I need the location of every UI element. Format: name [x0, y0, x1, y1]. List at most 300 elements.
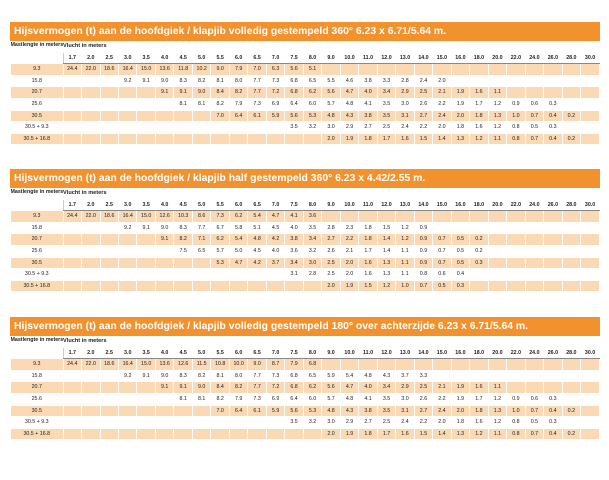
capacity-cell: [63, 393, 81, 405]
reach-header: 26.0: [544, 199, 562, 211]
capacity-cell: 0.2: [470, 245, 488, 257]
capacity-cell: [340, 359, 358, 371]
capacity-cell: 0.4: [544, 428, 562, 440]
capacity-cell: 8.1: [211, 370, 229, 382]
capacity-cell: 7.5: [174, 245, 192, 257]
capacity-cell: 2.0: [433, 417, 451, 429]
capacity-cell: 6.5: [303, 75, 321, 87]
capacity-cell: 4.1: [285, 211, 303, 223]
capacity-cell: 2.7: [414, 405, 432, 417]
capacity-cell: [63, 234, 81, 246]
capacity-cell: 0.4: [544, 110, 562, 122]
capacity-cell: 1.5: [359, 280, 377, 292]
capacity-cell: [581, 245, 600, 257]
capacity-cell: 6.5: [303, 370, 321, 382]
capacity-cell: 2.7: [414, 110, 432, 122]
capacity-cell: 3.1: [396, 405, 414, 417]
reach-header: 1.7: [63, 199, 81, 211]
capacity-cell: 7.9: [285, 359, 303, 371]
capacity-cell: 2.5: [377, 417, 395, 429]
reach-header: 5.0: [192, 347, 210, 359]
capacity-cell: 9.1: [155, 234, 173, 246]
capacity-cell: 12.6: [155, 211, 173, 223]
reach-header: 9.0: [322, 52, 340, 64]
capacity-cell: 1.2: [396, 222, 414, 234]
reach-header: 13.0: [396, 347, 414, 359]
capacity-cell: 6.8: [303, 359, 321, 371]
table-row: [11, 98, 600, 110]
capacity-cell: [100, 280, 118, 292]
capacity-cell: 15.0: [137, 359, 155, 371]
capacity-cell: 6.4: [229, 405, 247, 417]
table-row: [11, 417, 600, 429]
capacity-cell: 4.8: [340, 98, 358, 110]
reach-header: 18.0: [470, 347, 488, 359]
capacity-cell: [562, 417, 580, 429]
capacity-cell: 6.8: [285, 370, 303, 382]
capacity-cell: [100, 405, 118, 417]
capacity-cell: 0.8: [507, 122, 525, 134]
capacity-cell: [137, 133, 155, 145]
capacity-cell: [137, 110, 155, 122]
capacity-cell: 5.1: [248, 222, 266, 234]
reach-header: 26.0: [544, 52, 562, 64]
capacity-cell: 7.3: [211, 211, 229, 223]
capacity-cell: [562, 98, 580, 110]
reach-header: 9.0: [322, 347, 340, 359]
capacity-cell: 5.7: [322, 98, 340, 110]
capacity-cell: 2.7: [322, 234, 340, 246]
capacity-cell: 1.8: [359, 222, 377, 234]
capacity-cell: 1.9: [340, 133, 358, 145]
capacity-cell: 1.6: [396, 428, 414, 440]
capacity-cell: 0.8: [507, 417, 525, 429]
capacity-cell: [82, 269, 100, 281]
capacity-cell: 9.2: [118, 75, 136, 87]
capacity-cell: 2.6: [414, 98, 432, 110]
reach-header: 24.0: [525, 199, 543, 211]
capacity-cell: 3.5: [377, 98, 395, 110]
capacity-cell: 6.1: [248, 405, 266, 417]
capacity-cell: [118, 98, 136, 110]
capacity-cell: 3.1: [285, 269, 303, 281]
capacity-cell: 0.6: [433, 269, 451, 281]
capacity-cell: [248, 280, 266, 292]
unit-header: Vlucht in meters: [63, 338, 107, 344]
capacity-cell: 2.0: [322, 428, 340, 440]
capacity-cell: 2.1: [433, 87, 451, 99]
mast-length: 30.5 + 9.3: [11, 122, 64, 134]
capacity-cell: 2.4: [396, 417, 414, 429]
reach-header: 7.0: [266, 52, 284, 64]
capacity-cell: [155, 417, 173, 429]
mast-length: 30.5 + 16.8: [11, 280, 64, 292]
capacity-cell: [100, 234, 118, 246]
table-section-3: [10, 317, 600, 440]
capacity-cell: [118, 133, 136, 145]
capacity-cell: [100, 133, 118, 145]
capacity-cell: [192, 257, 210, 269]
header-row: [11, 41, 600, 52]
capacity-cell: [488, 280, 506, 292]
capacity-cell: 0.5: [433, 280, 451, 292]
capacity-cell: 1.1: [488, 382, 506, 394]
mast-length: 15.8: [11, 222, 64, 234]
capacity-cell: 6.0: [303, 393, 321, 405]
capacity-cell: [544, 75, 562, 87]
capacity-cell: 1.6: [359, 269, 377, 281]
capacity-cell: [63, 370, 81, 382]
capacity-cell: [229, 280, 247, 292]
table-row: [11, 75, 600, 87]
capacity-cell: 1.9: [451, 98, 469, 110]
capacity-cell: [581, 269, 600, 281]
capacity-cell: 0.9: [414, 245, 432, 257]
capacity-cell: 4.8: [359, 370, 377, 382]
mast-length: 30.5: [11, 257, 64, 269]
capacity-cell: [155, 98, 173, 110]
reach-header: 14.0: [414, 199, 432, 211]
capacity-cell: 1.6: [396, 133, 414, 145]
reach-header: 13.0: [396, 199, 414, 211]
capacity-cell: [562, 359, 580, 371]
mast-length: 25.6: [11, 98, 64, 110]
capacity-cell: 3.0: [303, 257, 321, 269]
reach-header: 11.0: [359, 347, 377, 359]
capacity-cell: 0.9: [414, 234, 432, 246]
capacity-cell: 5.3: [303, 110, 321, 122]
capacity-cell: 0.7: [433, 234, 451, 246]
capacity-cell: 1.8: [470, 110, 488, 122]
capacity-cell: 4.7: [266, 211, 284, 223]
capacity-cell: [451, 211, 469, 223]
capacity-cell: [118, 382, 136, 394]
capacity-cell: 3.5: [377, 393, 395, 405]
capacity-cell: 2.0: [340, 269, 358, 281]
capacity-cell: 7.3: [248, 393, 266, 405]
capacity-cell: [544, 234, 562, 246]
capacity-cell: [470, 370, 488, 382]
capacity-cell: 1.1: [396, 257, 414, 269]
capacity-cell: [82, 234, 100, 246]
table-row: [11, 405, 600, 417]
row-header: Mastlengte in meters: [10, 42, 64, 48]
capacity-cell: [488, 234, 506, 246]
reach-header: 10.0: [340, 347, 358, 359]
capacity-cell: [285, 280, 303, 292]
capacity-cell: 2.7: [359, 417, 377, 429]
reach-header: 20.0: [488, 199, 506, 211]
reach-header: 5.5: [211, 199, 229, 211]
capacity-cell: 8.0: [229, 370, 247, 382]
capacity-cell: [581, 234, 600, 246]
capacity-cell: 6.2: [303, 382, 321, 394]
reach-header: 15.0: [433, 199, 451, 211]
capacity-cell: [525, 211, 543, 223]
capacity-cell: [100, 75, 118, 87]
capacity-table: [10, 41, 600, 145]
reach-header-row: [11, 199, 600, 211]
capacity-cell: [451, 75, 469, 87]
capacity-cell: [137, 280, 155, 292]
capacity-cell: [414, 359, 432, 371]
capacity-cell: [470, 211, 488, 223]
capacity-cell: [414, 64, 432, 76]
capacity-cell: [155, 428, 173, 440]
capacity-cell: 9.1: [174, 87, 192, 99]
capacity-cell: 0.8: [507, 428, 525, 440]
reach-header: 6.0: [229, 52, 247, 64]
capacity-cell: [470, 222, 488, 234]
capacity-cell: 6.8: [285, 75, 303, 87]
reach-header: 16.0: [451, 347, 469, 359]
table-title: Hijsvermogen (t) aan de hoofdgiek / klapjib volledig gestempeld 180° over achterzijde 6.23 x 6.71/5.64 m.: [10, 317, 600, 336]
capacity-cell: 7.7: [192, 222, 210, 234]
reach-header: 10.0: [340, 52, 358, 64]
capacity-cell: [544, 382, 562, 394]
capacity-cell: 1.2: [470, 428, 488, 440]
reach-header: 11.0: [359, 199, 377, 211]
capacity-cell: [229, 269, 247, 281]
capacity-cell: 10.2: [192, 64, 210, 76]
reach-header: 4.5: [174, 52, 192, 64]
mast-length: 30.5: [11, 405, 64, 417]
capacity-cell: [544, 87, 562, 99]
capacity-cell: [581, 87, 600, 99]
capacity-cell: [562, 211, 580, 223]
capacity-cell: 3.4: [377, 87, 395, 99]
capacity-cell: [155, 110, 173, 122]
capacity-cell: [544, 269, 562, 281]
capacity-cell: 3.5: [285, 417, 303, 429]
capacity-cell: 1.9: [451, 382, 469, 394]
capacity-cell: 0.5: [451, 234, 469, 246]
capacity-cell: [544, 245, 562, 257]
capacity-cell: 8.2: [211, 98, 229, 110]
reach-header: 5.5: [211, 52, 229, 64]
capacity-cell: [174, 417, 192, 429]
capacity-cell: [82, 75, 100, 87]
capacity-cell: 0.2: [562, 428, 580, 440]
capacity-cell: [266, 417, 284, 429]
capacity-cell: 6.7: [211, 222, 229, 234]
capacity-cell: [82, 245, 100, 257]
capacity-cell: 3.4: [377, 382, 395, 394]
capacity-cell: [507, 269, 525, 281]
capacity-cell: 4.7: [340, 87, 358, 99]
capacity-cell: [377, 211, 395, 223]
capacity-cell: 1.3: [377, 257, 395, 269]
capacity-cell: [359, 64, 377, 76]
capacity-cell: [118, 269, 136, 281]
capacity-cell: [488, 269, 506, 281]
capacity-cell: 5.6: [322, 382, 340, 394]
capacity-cell: 1.1: [488, 87, 506, 99]
capacity-cell: [118, 428, 136, 440]
capacity-cell: [507, 222, 525, 234]
capacity-cell: 18.6: [100, 64, 118, 76]
capacity-cell: [544, 359, 562, 371]
reach-header: 18.0: [470, 52, 488, 64]
capacity-cell: [396, 211, 414, 223]
capacity-cell: 2.8: [303, 269, 321, 281]
capacity-cell: [488, 222, 506, 234]
capacity-cell: [581, 405, 600, 417]
reach-header: 1.7: [63, 52, 81, 64]
capacity-cell: 3.2: [303, 417, 321, 429]
capacity-cell: [544, 222, 562, 234]
capacity-cell: [63, 405, 81, 417]
capacity-cell: 0.7: [525, 428, 543, 440]
capacity-cell: [507, 211, 525, 223]
capacity-cell: [100, 110, 118, 122]
capacity-cell: [82, 98, 100, 110]
capacity-cell: [581, 370, 600, 382]
capacity-cell: 2.6: [414, 393, 432, 405]
capacity-cell: [507, 257, 525, 269]
reach-header: 12.0: [377, 52, 395, 64]
capacity-cell: 2.7: [359, 122, 377, 134]
capacity-cell: [100, 257, 118, 269]
capacity-cell: 9.1: [155, 382, 173, 394]
capacity-cell: [266, 133, 284, 145]
capacity-cell: 7.0: [211, 405, 229, 417]
capacity-cell: 8.0: [229, 75, 247, 87]
capacity-cell: [155, 280, 173, 292]
capacity-cell: [82, 428, 100, 440]
capacity-cell: 0.7: [525, 133, 543, 145]
capacity-cell: [525, 75, 543, 87]
capacity-cell: 9.1: [155, 87, 173, 99]
capacity-cell: 3.5: [285, 122, 303, 134]
capacity-cell: [581, 64, 600, 76]
capacity-cell: 0.9: [507, 393, 525, 405]
capacity-cell: [525, 87, 543, 99]
capacity-cell: 8.7: [266, 359, 284, 371]
capacity-cell: [192, 417, 210, 429]
reach-header: 22.0: [507, 52, 525, 64]
capacity-cell: 6.2: [211, 234, 229, 246]
capacity-cell: [581, 359, 600, 371]
reach-header: 24.0: [525, 347, 543, 359]
capacity-cell: [285, 428, 303, 440]
reach-header: 7.5: [285, 347, 303, 359]
capacity-cell: 7.7: [248, 75, 266, 87]
capacity-cell: 6.4: [285, 393, 303, 405]
capacity-cell: [229, 417, 247, 429]
capacity-cell: 1.3: [488, 110, 506, 122]
mast-length: 30.5 + 9.3: [11, 417, 64, 429]
capacity-cell: 1.2: [470, 133, 488, 145]
capacity-cell: [581, 393, 600, 405]
reach-header: 6.0: [229, 199, 247, 211]
capacity-cell: [155, 245, 173, 257]
table-row: [11, 428, 600, 440]
capacity-cell: 1.6: [470, 87, 488, 99]
capacity-cell: 2.2: [433, 98, 451, 110]
capacity-cell: [118, 87, 136, 99]
capacity-cell: [63, 122, 81, 134]
capacity-cell: 1.7: [470, 98, 488, 110]
capacity-cell: 8.2: [192, 75, 210, 87]
capacity-cell: [100, 393, 118, 405]
capacity-cell: [433, 211, 451, 223]
capacity-cell: 9.1: [174, 382, 192, 394]
capacity-cell: [192, 269, 210, 281]
capacity-cell: 1.1: [396, 269, 414, 281]
capacity-cell: [581, 110, 600, 122]
capacity-cell: [63, 75, 81, 87]
capacity-cell: 0.5: [525, 122, 543, 134]
reach-header: 3.5: [137, 347, 155, 359]
capacity-cell: 9.0: [192, 87, 210, 99]
capacity-cell: 9.2: [118, 370, 136, 382]
table-title: Hijsvermogen (t) aan de hoofdgiek / klapjib volledig gestempeld 360° 6.23 x 6.71/5.64 m.: [10, 22, 600, 41]
capacity-cell: [488, 370, 506, 382]
capacity-cell: [507, 245, 525, 257]
capacity-cell: [118, 110, 136, 122]
capacity-cell: 3.3: [377, 75, 395, 87]
mast-length: 20.7: [11, 234, 64, 246]
reach-header: 8.0: [303, 199, 321, 211]
capacity-cell: 5.9: [266, 405, 284, 417]
capacity-cell: 6.1: [248, 110, 266, 122]
reach-header: 3.5: [137, 199, 155, 211]
capacity-cell: [507, 234, 525, 246]
capacity-cell: 6.2: [229, 211, 247, 223]
capacity-cell: 0.5: [451, 257, 469, 269]
capacity-cell: 1.0: [507, 405, 525, 417]
capacity-cell: [507, 280, 525, 292]
capacity-cell: [192, 280, 210, 292]
capacity-cell: 2.4: [396, 122, 414, 134]
capacity-cell: 10.0: [229, 359, 247, 371]
capacity-cell: [562, 370, 580, 382]
capacity-cell: 24.4: [63, 359, 81, 371]
capacity-cell: [82, 222, 100, 234]
capacity-cell: 4.8: [322, 405, 340, 417]
capacity-cell: [192, 428, 210, 440]
capacity-cell: 5.7: [322, 393, 340, 405]
capacity-cell: [192, 133, 210, 145]
capacity-cell: 4.0: [285, 222, 303, 234]
capacity-cell: 1.2: [377, 280, 395, 292]
capacity-cell: 5.6: [322, 87, 340, 99]
capacity-cell: [507, 370, 525, 382]
capacity-cell: 0.3: [544, 393, 562, 405]
table-row: [11, 269, 600, 281]
capacity-cell: 3.1: [396, 110, 414, 122]
mast-length: 30.5 + 16.8: [11, 133, 64, 145]
capacity-cell: 2.6: [322, 245, 340, 257]
capacity-cell: [544, 257, 562, 269]
capacity-cell: 5.6: [285, 64, 303, 76]
capacity-cell: 8.3: [174, 370, 192, 382]
capacity-cell: 1.8: [359, 133, 377, 145]
capacity-cell: [266, 122, 284, 134]
capacity-cell: [581, 133, 600, 145]
table-row: [11, 133, 600, 145]
capacity-cell: 2.5: [322, 257, 340, 269]
reach-header: 3.0: [118, 52, 136, 64]
reach-header: 2.5: [100, 199, 118, 211]
capacity-cell: 1.6: [470, 382, 488, 394]
capacity-cell: 4.8: [340, 393, 358, 405]
capacity-cell: [118, 417, 136, 429]
capacity-cell: [581, 280, 600, 292]
capacity-cell: 1.9: [451, 87, 469, 99]
capacity-cell: 8.2: [192, 370, 210, 382]
